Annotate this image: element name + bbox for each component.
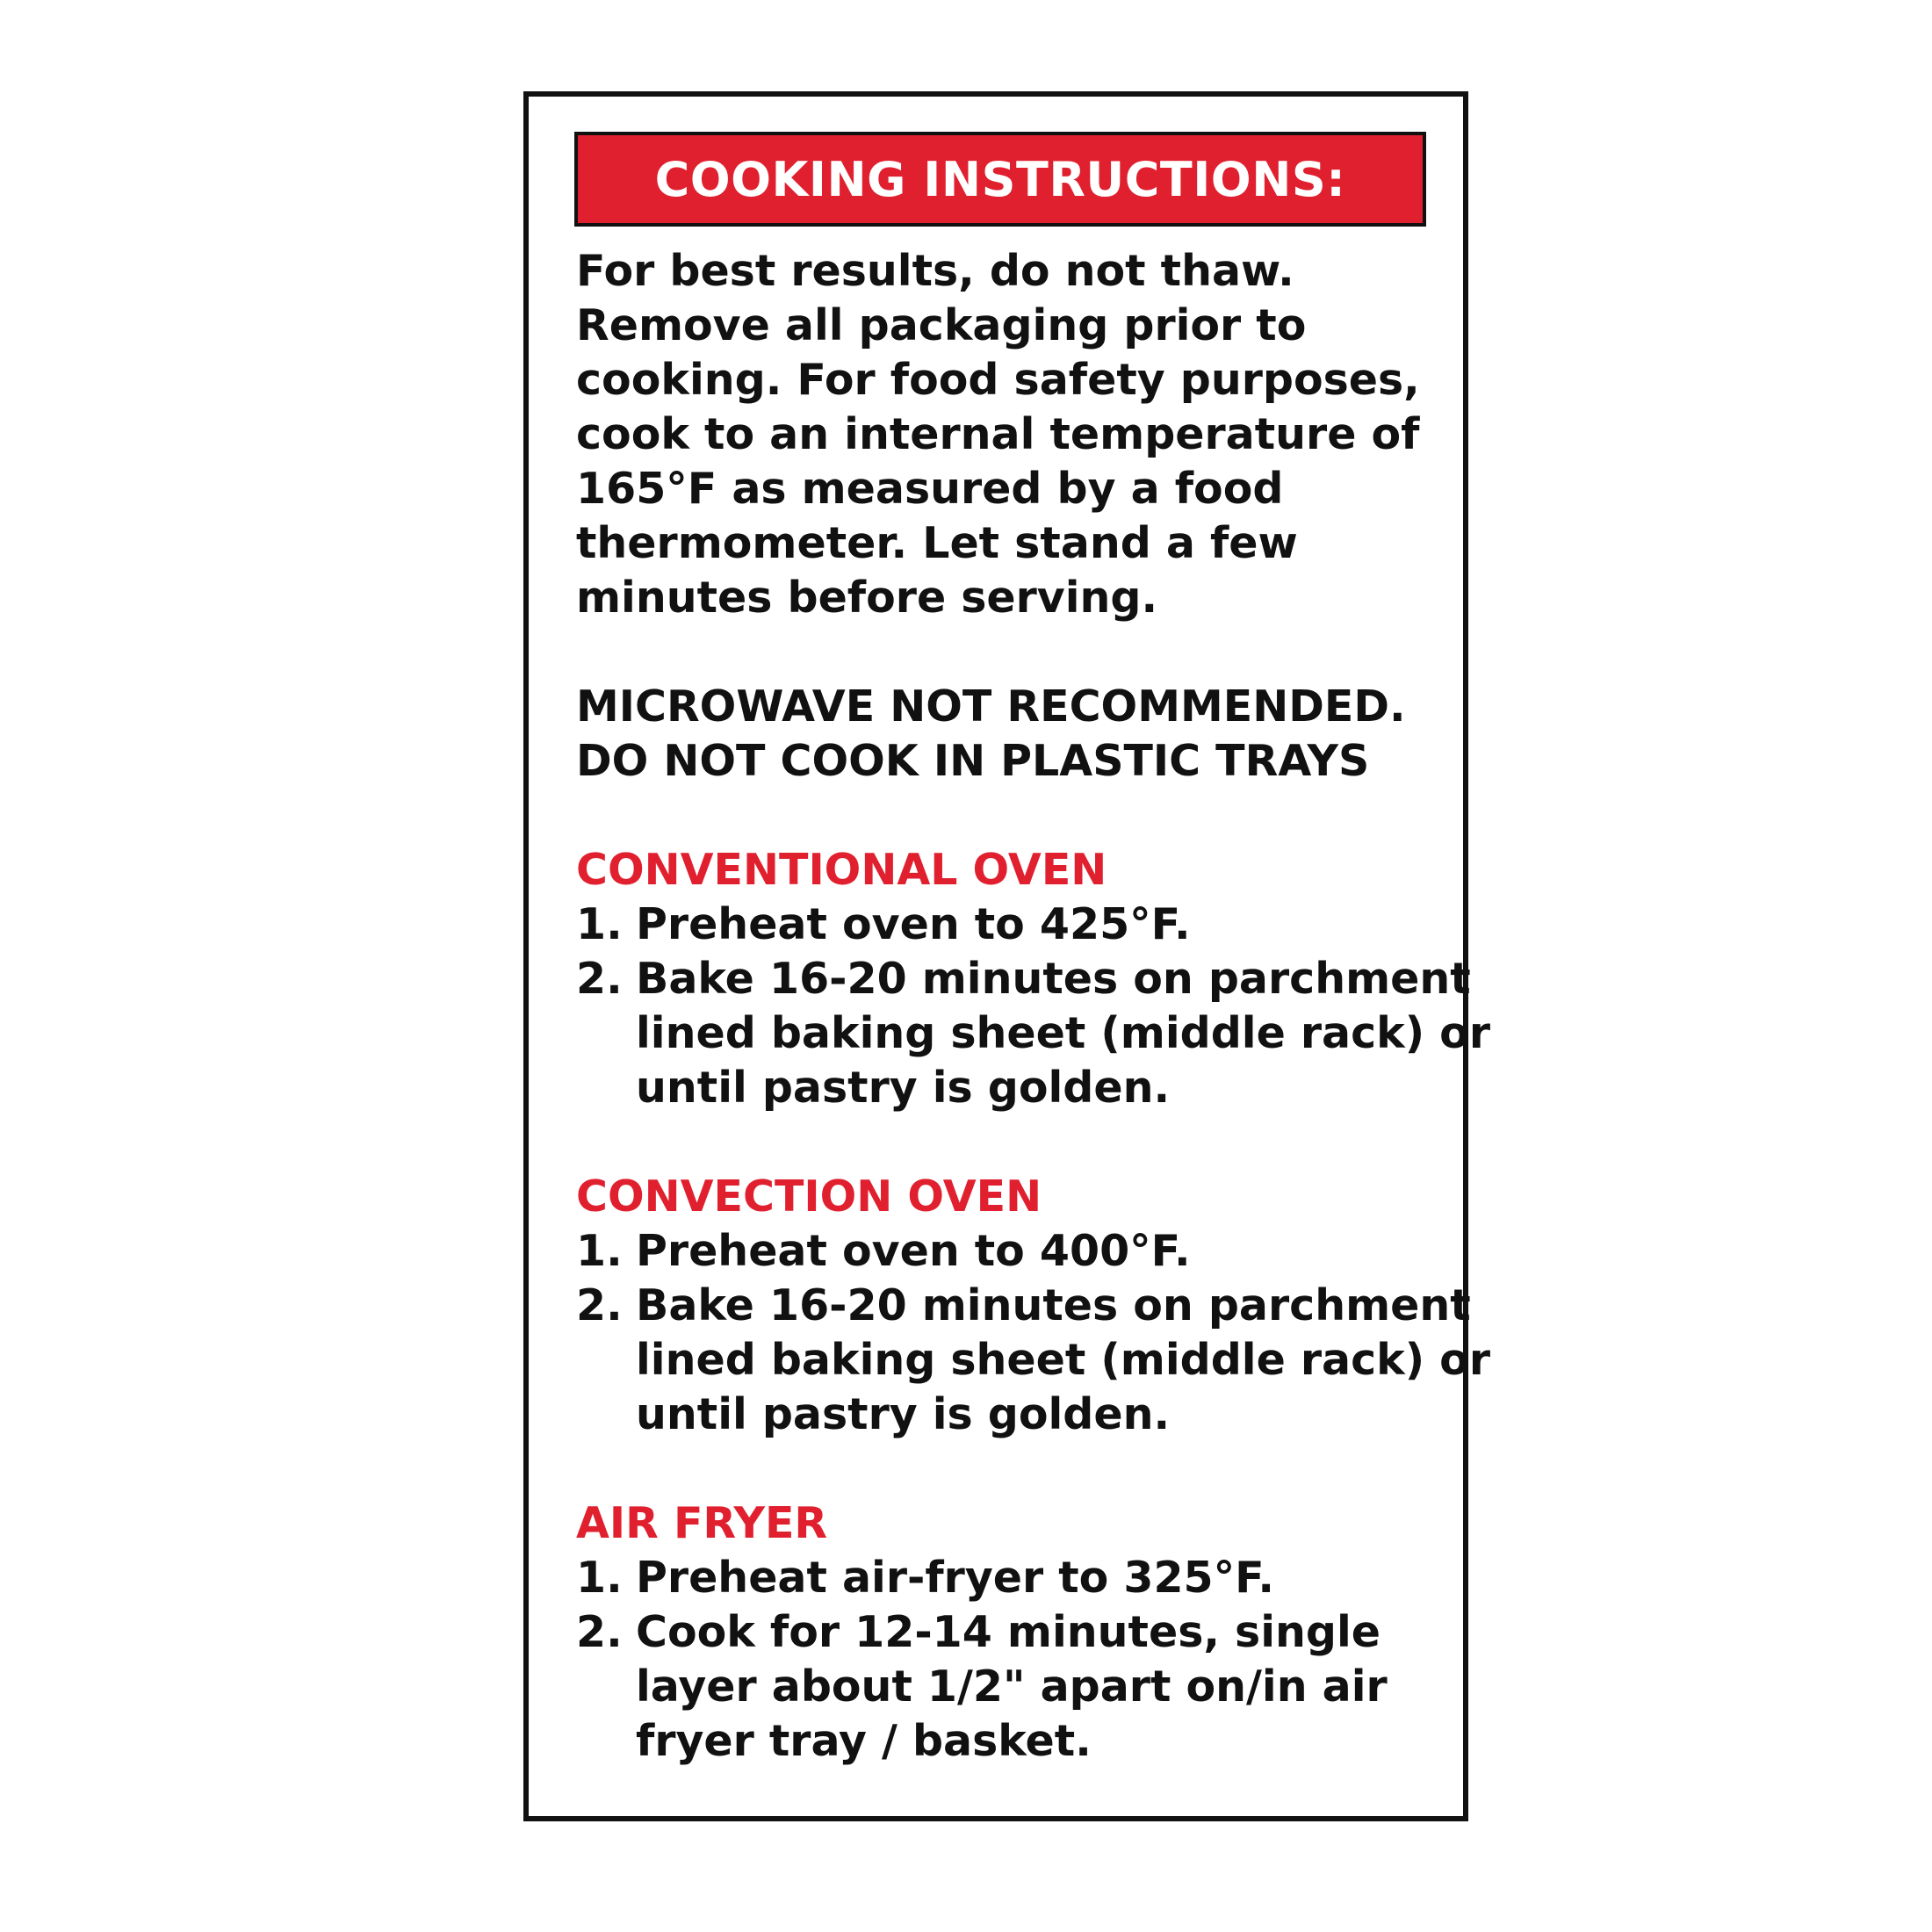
warning-block xyxy=(576,680,1454,789)
instructions-content xyxy=(576,244,1491,1769)
step-item xyxy=(576,1279,1491,1442)
section-heading: AIR FRYER xyxy=(576,1498,828,1548)
section-conventional-oven xyxy=(576,843,1491,1115)
step-text: until pastry is golden. xyxy=(636,1389,1171,1439)
spacer xyxy=(576,1442,1454,1496)
step-text: layer about 1/2" apart on/in air xyxy=(636,1662,1388,1712)
intro-line: cook to an internal temperature of xyxy=(576,409,1420,459)
spacer xyxy=(576,1115,1454,1170)
step-number: 1. xyxy=(576,1553,623,1603)
warning-line: MICROWAVE NOT RECOMMENDED. xyxy=(576,681,1406,732)
step-item xyxy=(576,1605,1454,1769)
step-number: 2. xyxy=(576,1280,623,1330)
step-text: fryer tray / basket. xyxy=(636,1716,1092,1766)
step-item xyxy=(576,898,1454,952)
intro-line: 165°F as measured by a food xyxy=(576,464,1284,514)
step-number: 1. xyxy=(576,1226,623,1276)
intro-line: Remove all packaging prior to xyxy=(576,300,1307,350)
intro-paragraph xyxy=(576,244,1454,625)
header-banner xyxy=(574,132,1426,227)
step-text: Preheat air-fryer to 325°F. xyxy=(636,1553,1275,1603)
cooking-instructions-label xyxy=(523,91,1491,1821)
step-number: 1. xyxy=(576,899,623,949)
step-text: Bake 16-20 minutes on parchment xyxy=(636,1280,1471,1330)
section-convection-oven xyxy=(576,1170,1491,1442)
header-title: COOKING INSTRUCTIONS: xyxy=(654,151,1346,207)
section-heading: CONVECTION OVEN xyxy=(576,1171,1042,1222)
intro-line: minutes before serving. xyxy=(576,573,1158,623)
section-air-fryer xyxy=(576,1496,1454,1769)
step-number: 2. xyxy=(576,1607,623,1657)
step-text: Bake 16-20 minutes on parchment xyxy=(636,954,1471,1004)
step-text: lined baking sheet (middle rack) or xyxy=(636,1335,1491,1385)
step-item xyxy=(576,952,1491,1115)
step-text: lined baking sheet (middle rack) or xyxy=(636,1008,1491,1058)
step-item xyxy=(576,1551,1454,1605)
step-text: Preheat oven to 425°F. xyxy=(636,899,1191,949)
spacer xyxy=(576,789,1454,843)
spacer xyxy=(576,625,1454,680)
step-text: Cook for 12-14 minutes, single xyxy=(636,1607,1381,1657)
step-text: until pastry is golden. xyxy=(636,1063,1171,1113)
intro-line: cooking. For food safety purposes, xyxy=(576,355,1420,405)
intro-line: thermometer. Let stand a few xyxy=(576,518,1298,568)
section-heading: CONVENTIONAL OVEN xyxy=(576,845,1107,895)
warning-line: DO NOT COOK IN PLASTIC TRAYS xyxy=(576,736,1370,786)
step-number: 2. xyxy=(576,954,623,1004)
intro-line: For best results, do not thaw. xyxy=(576,246,1294,296)
step-item xyxy=(576,1224,1454,1279)
step-text: Preheat oven to 400°F. xyxy=(636,1226,1191,1276)
